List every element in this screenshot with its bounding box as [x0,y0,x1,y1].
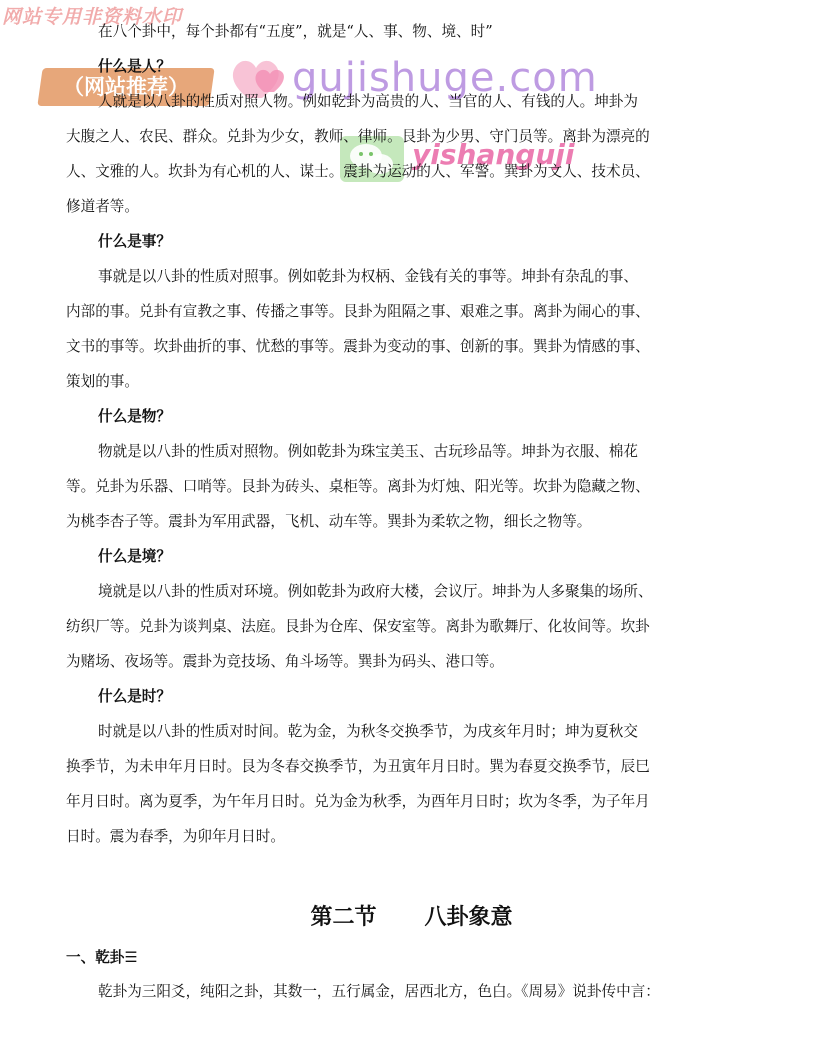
paragraph-line: 时就是以八卦的性质对时间。乾为金，为秋冬交换季节，为戌亥年月时；坤为夏秋交 [98,723,638,740]
watermark-wechat-text: yishanguji [412,138,575,171]
heading-qian: 一、乾卦☰ [66,949,138,966]
paragraph-line: 乾卦为三阳爻，纯阳之卦，其数一，五行属金，居西北方，色白。《周易》说卦传中言： [98,983,660,1000]
heading-shi-time: 什么是时？ [98,688,171,705]
heading-jing: 什么是境？ [98,548,171,565]
paragraph-line: 策划的事。 [66,373,139,390]
intro-line: 在八个卦中，每个卦都有“五度”，就是“人、事、物、境、时” [98,23,493,40]
paragraph-line: 文书的事等。坎卦曲折的事、忧愁的事等。震卦为变动的事、创新的事。巽卦为情感的事、 [66,338,650,355]
paragraph-line: 物就是以八卦的性质对照物。例如乾卦为珠宝美玉、古玩珍品等。坤卦为衣服、棉花 [98,443,638,460]
paragraph-line: 人、文雅的人。坎卦为有心机的人、谋士。震卦为运动的人、军警。巽卦为文人、技术员、 [66,163,650,180]
paragraph-line: 为桃李杏子等。震卦为军用武器，飞机、动车等。巽卦为柔软之物，细长之物等。 [66,513,592,530]
paragraph-line: 日时。震为春季，为卯年月日时。 [66,828,285,845]
paragraph-line: 年月日时。离为夏季，为午年月日时。兑为金为秋季，为酉年月日时；坎为冬季，为子年月 [66,793,650,810]
paragraph-line: 大腹之人、农民、群众。兑卦为少女，教师、律师。艮卦为少男、守门员等。离卦为漂亮的 [66,128,650,145]
paragraph-line: 换季节，为未申年月日时。艮为冬春交换季节，为丑寅年月日时。巽为春夏交换季节，辰巳 [66,758,650,775]
paragraph-line: 为赌场、夜场等。震卦为竞技场、角斗场等。巽卦为码头、港口等。 [66,653,504,670]
paragraph-line: 修道者等。 [66,198,139,215]
watermark-site-text: gujishuge.com [292,55,598,101]
watermark-top-text: 网站专用非资料水印 [2,6,183,28]
section-title [0,900,823,931]
heading-wu: 什么是物？ [98,408,171,425]
paragraph-line: 等。兑卦为乐器、口哨等。艮卦为砖头、桌柜等。离卦为灯烛、阳光等。坎卦为隐藏之物、 [66,478,650,495]
heading-shi-event: 什么是事？ [98,233,171,250]
paragraph-line: 内部的事。兑卦有宣教之事、传播之事等。艮卦为阻隔之事、艰难之事。离卦为闹心的事、 [66,303,650,320]
heading-ren: 什么是人？ [98,58,171,75]
section-name: 八卦象意 [424,905,513,930]
paragraph-line: 事就是以八卦的性质对照事。例如乾卦为权柄、金钱有关的事等。坤卦有杂乱的事、 [98,268,638,285]
paragraph-line: 境就是以八卦的性质对环境。例如乾卦为政府大楼，会议厅。坤卦为人多聚集的场所、 [98,583,653,600]
section-number: 第二节 [310,905,377,930]
paragraph-line: 纺织厂等。兑卦为谈判桌、法庭。艮卦为仓库、保安室等。离卦为歌舞厅、化妆间等。坎卦 [66,618,650,635]
paragraph-line: 人就是以八卦的性质对照人物。例如乾卦为高贵的人、当官的人、有钱的人。坤卦为 [98,93,638,110]
watermark-badge-text: （网站推荐） [63,75,189,99]
